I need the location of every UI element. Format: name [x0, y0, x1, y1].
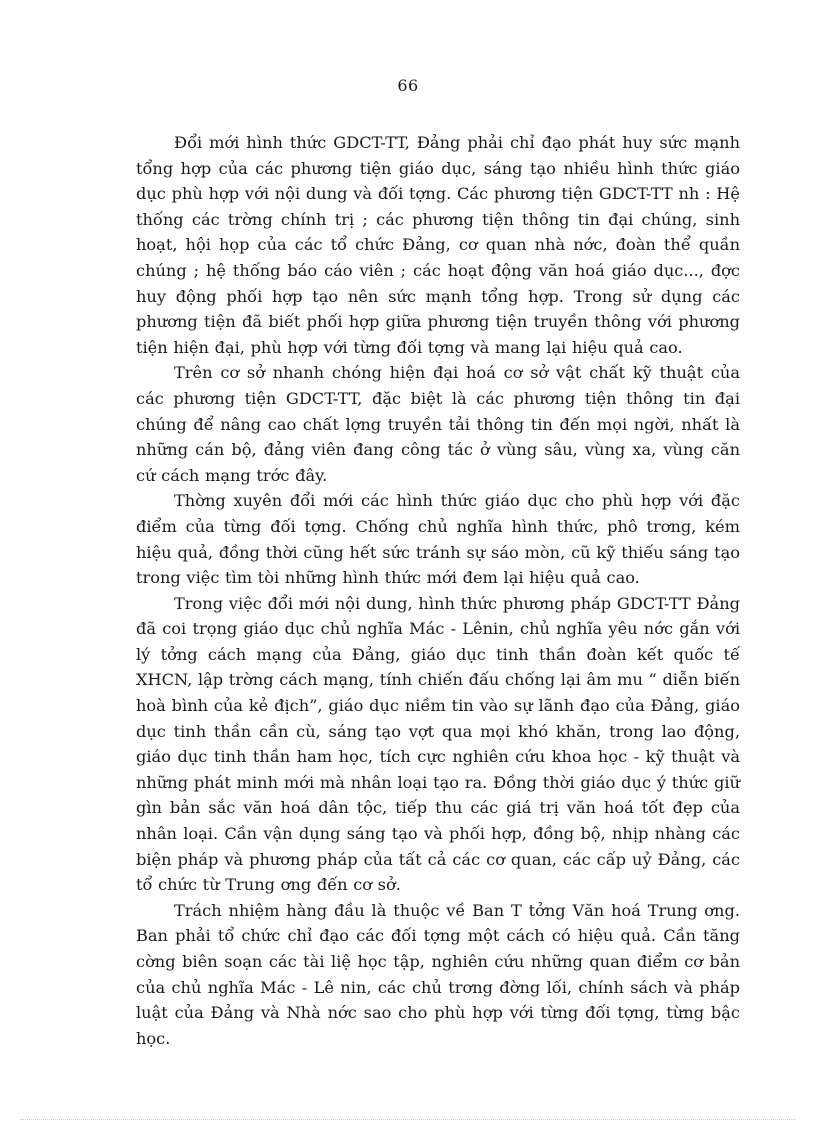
- paragraph-1: Đổi mới hình thức GDCT-TT, Đảng phải chỉ đạo phát huy sức mạnh tổng hợp của các phương tiện giáo dục, sáng tạo nhiều hình thức giáo dục phù hợp với nội dung và đối tợng. Các phương tiện GDCT-TT nh : Hệ thống các trờng chính trị ; các phương tiện thông tin đại chúng, sinh hoạt, hội họp của các tổ chức Đảng, cơ quan nhà nớc, đoàn thể quần chúng ; hệ thống báo cáo viên ; các hoạt động văn hoá giáo dục..., đợc huy động phối hợp tạo nên sức mạnh tổng hợp. Trong sử dụng các phương tiện đã biết phối hợp giữa phương tiện truyền thông với phương tiện hiện đại, phù hợp với từng đối tợng và mang lại hiệu quả cao.: [136, 133, 740, 357]
- paragraph-5: Trách nhiệm hàng đầu là thuộc về Ban T tởng Văn hoá Trung ơng. Ban phải tổ chức chỉ đạo các đối tợng một cách có hiệu quả. Cần tăng cờng biên soạn các tài liệ học tập, nghiên cứu những quan điểm cơ bản của chủ nghĩa Mác - Lê nin, các chủ trơng đờng lối, chính sách và pháp luật của Đảng và Nhà nớc sao cho phù hợp với từng đối tợng, từng bậc học.: [136, 900, 740, 1048]
- page-number: 66: [397, 76, 419, 95]
- document-body: [136, 130, 740, 1051]
- paragraph-3: Thờng xuyên đổi mới các hình thức giáo dục cho phù hợp với đặc điểm của từng đối tợng. Chống chủ nghĩa hình thức, phô trơng, kém hiệu quả, đồng thời cũng hết sức tránh sự sáo mòn, cũ kỹ thiếu sáng tạo trong việc tìm tòi những hình thức mới đem lại hiệu quả cao.: [136, 491, 740, 588]
- paragraph-2: Trên cơ sở nhanh chóng hiện đại hoá cơ sở vật chất kỹ thuật của các phương tiện GDCT-TT, đặc biệt là các phương tiện thông tin đại chúng để nâng cao chất lợng truyền tải thông tin đến mọi ngời, nhất là những cán bộ, đảng viên đang công tác ở vùng sâu, vùng xa, vùng căn cứ cách mạng trớc đây.: [136, 363, 740, 485]
- paragraph-4: Trong việc đổi mới nội dung, hình thức phương pháp GDCT-TT Đảng đã coi trọng giáo dục chủ nghĩa Mác - Lênin, chủ nghĩa yêu nớc gắn với lý tởng cách mạng của Đảng, giáo dục tinh thần đoàn kết quốc tế XHCN, lập trờng cách mạng, tính chiến đấu chống lại âm mu “ diễn biến hoà bình của kẻ địch”, giáo dục niềm tin vào sự lãnh đạo của Đảng, giáo dục tinh thần cần cù, sáng tạo vợt qua mọi khó khăn, trong lao động, giáo dục tinh thần ham học, tích cực nghiên cứu khoa học - kỹ thuật và những phát minh mới mà nhân loại tạo ra. Đồng thời giáo dục ý thức giữ gìn bản sắc văn hoá dân tộc, tiếp thu các giá trị văn hoá tốt đẹp của nhân loại. Cần vận dụng sáng tạo và phối hợp, đồng bộ, nhịp nhàng các biện pháp và phương pháp của tất cả các cơ quan, các cấp uỷ Đảng, các tổ chức từ Trung ơng đến cơ sở.: [136, 593, 740, 895]
- page-bottom-rule: [20, 1119, 796, 1120]
